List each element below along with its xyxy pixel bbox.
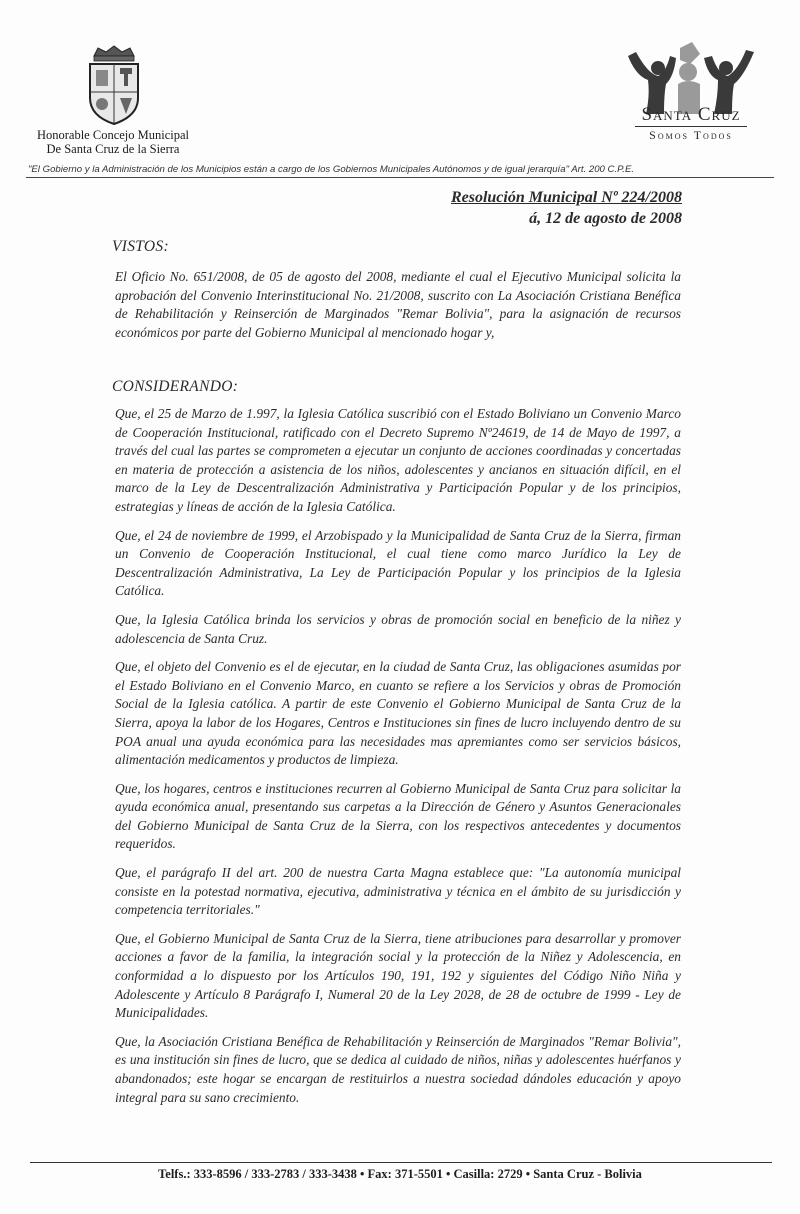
vistos-heading: VISTOS:	[112, 238, 169, 255]
considerando-paragraph: Que, la Iglesia Católica brinda los servicios y obras de promoción social en beneficio de la niñez y adolescencia de Santa Cruz.	[115, 611, 681, 646]
header-divider	[26, 177, 774, 178]
council-line-2: De Santa Cruz de la Sierra	[46, 142, 180, 156]
resolution-date: á, 12 de agosto de 2008	[529, 210, 682, 227]
considerando-paragraph: Que, el 25 de Marzo de 1.997, la Iglesia Católica suscribió con el Estado Boliviano un Convenio Marco de Cooperación Institucional, ratificado con el Decreto Supremo Nº24619, de 14 de Mayo de 1997, a través del cual las partes se comprometen a ejecutar un conjunto de acciones coordinadas y concertadas en materia de protección a asistencia de los niños, adolescentes y ancianos en situación difícil, en el marco de la Ley de Descentralización Administrativa y Participación Popular y de los principios, estrategias y líneas de acción de la Iglesia Católica.	[115, 406, 681, 514]
considerando-paragraph: Que, el objeto del Convenio es el de ejecutar, en la ciudad de Santa Cruz, las obligaciones asumidas por el Estado Boliviano en el Convenio Marco, en cuanto se refiere a los Servicios y obras de Promoción Social de la Iglesia católica. A partir de este Convenio el Gobierno Municipal de Santa Cruz de la Sierra, apoya la labor de los Hogares, Centros e Instituciones sin fines de lucro incluyendo dentro de su POA anual una ayuda económica para las necesidades mas apremiantes como ser servicios básicos, alimentación medicamentos y productos de limpieza.	[115, 659, 681, 768]
considerando-heading: CONSIDERANDO:	[112, 378, 239, 395]
council-line-1: Honorable Concejo Municipal	[36, 128, 190, 142]
brand-block	[616, 104, 766, 142]
considerando-paragraph: Que, el Gobierno Municipal de Santa Cruz de la Sierra, tiene atribuciones para desarrollar y promover acciones a favor de la familia, la integración social y la protección de la Niñez y Adolescencia, en conformidad a lo dispuesto por los Artículos 190, 191, 192 y siguientes del Código Niño Niña y Adolescente y Artículo 8 Parágrafo I, Numeral 20 de la Ley 2028, de 28 de octubre de 1999 - Ley de Municipalidades.	[115, 930, 681, 1021]
considerando-paragraph: Que, los hogares, centros e instituciones recurren al Gobierno Municipal de Santa Cruz para solicitar la ayuda económica anual, presentando sus carpetas a la Dirección de Género y Asuntos Generacionales del Gobierno Municipal de Santa Cruz de la Sierra, con los respectivos antecedentes y documentos requeridos.	[115, 780, 681, 852]
vistos-paragraph: El Oficio No. 651/2008, de 05 de agosto del 2008, mediante el cual el Ejecutivo Municipal solicita la aprobación del Convenio Interinstitucional No. 21/2008, suscrito con La Asociación Cristiana Benéfica de Rehabilitación y Reinserción de Marginados "Remar Bolivia", para la asignación de recursos económicos por parte del Gobierno Municipal al mencionado hogar y,	[115, 269, 681, 340]
constitution-quote: "El Gobierno y la Administración de los Municipios están a cargo de los Gobiernos Municipales Autónomos y de igual jerarquía" Art. 200 C.P.E.	[28, 164, 635, 175]
vistos-body	[115, 268, 681, 342]
council-name	[18, 128, 208, 156]
considerando-body	[115, 405, 681, 1117]
brand-name: Santa Cruz	[641, 104, 741, 125]
resolution-title: Resolución Municipal Nº 224/2008	[450, 189, 682, 206]
brand-tagline: Somos Todos	[635, 126, 747, 142]
footer-divider	[30, 1162, 772, 1163]
considerando-paragraph: Que, la Asociación Cristiana Benéfica de Rehabilitación y Reinserción de Marginados "Remar Bolivia", es una institución sin fines de lucro, que se dedica al cuidado de niños, niñas y adolescentes huérfanos y abandonados; este hogar se encargan de restituirlos a nuestra sociedad dándoles educación y apoyo integral para su sano crecimiento.	[115, 1033, 681, 1105]
footer-contact: Telfs.: 333-8596 / 333-2783 / 333-3438 • Fax: 371-5501 • Casilla: 2729 • Santa Cruz - Bolivia	[158, 1167, 642, 1181]
coat-of-arms-icon	[84, 44, 144, 128]
considerando-paragraph: Que, el parágrafo II del art. 200 de nuestra Carta Magna establece que: "La autonomía municipal consiste en la potestad normativa, ejecutiva, administrativa y técnica en el ámbito de su jurisdicción y competencia territoriales."	[115, 865, 681, 918]
considerando-paragraph: Que, el 24 de noviembre de 1999, el Arzobispado y la Municipalidad de Santa Cruz de la Sierra, firman un Convenio de Cooperación Institucional, el cual tiene como marco Jurídico la Ley de Descentralización Administrativa, La Ley de Participación Popular y los principios de la Iglesia Católica.	[115, 527, 681, 599]
